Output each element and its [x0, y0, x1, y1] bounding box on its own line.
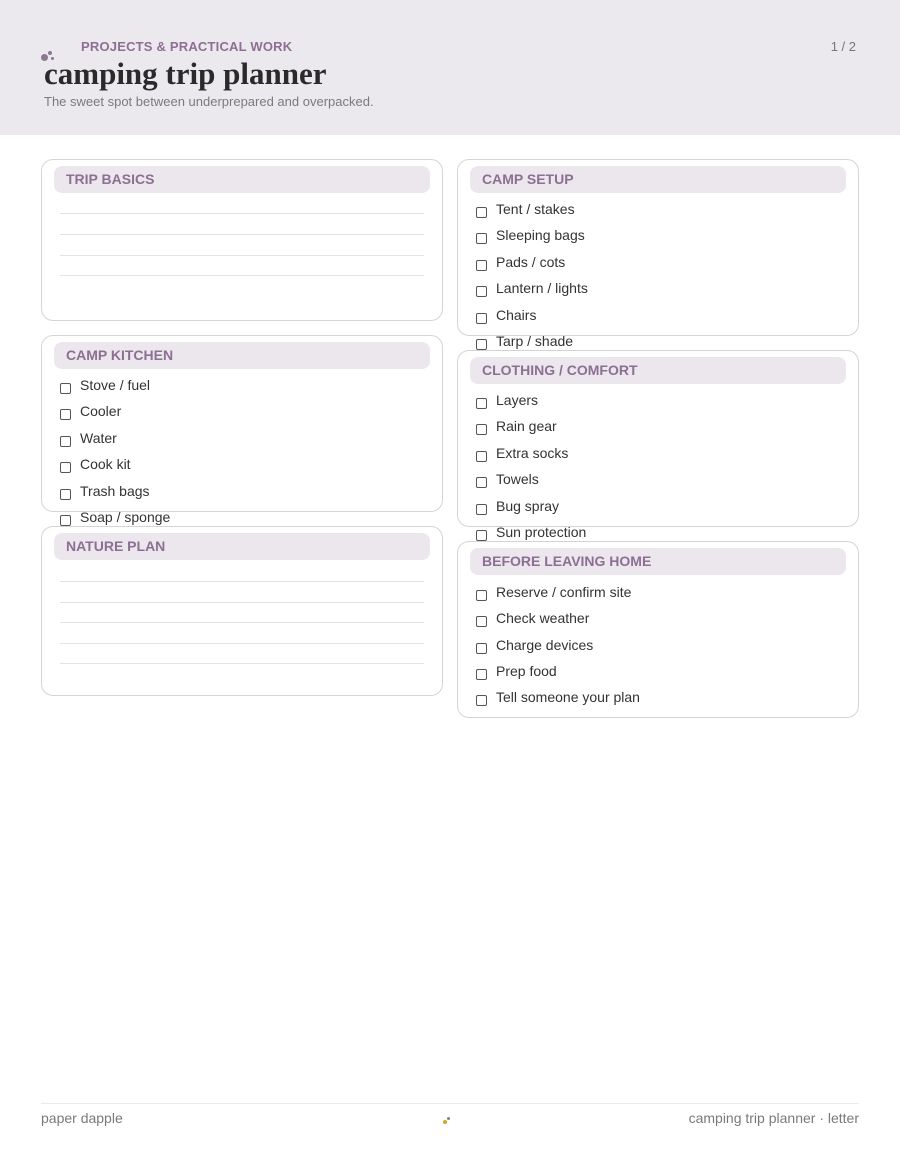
- checklist-item-label: Towels: [496, 471, 539, 487]
- checklist-item-label: Pads / cots: [496, 254, 566, 270]
- trip-basics-heading: TRIP BASICS: [54, 166, 430, 193]
- camp-kitchen-heading: CAMP KITCHEN: [54, 342, 430, 369]
- checklist-item-label: Sun protection: [496, 524, 587, 540]
- clothing-comfort-heading: CLOTHING / COMFORT: [470, 357, 846, 384]
- category-label: PROJECTS & PRACTICAL WORK: [81, 39, 293, 54]
- checklist-item-label: Check weather: [496, 610, 590, 626]
- footer-divider: [41, 1103, 859, 1104]
- footer-dots-icon: [443, 1117, 451, 1125]
- page-title: camping trip planner: [44, 56, 327, 91]
- checklist-item-label: Prep food: [496, 663, 557, 679]
- checkbox[interactable]: [60, 436, 71, 447]
- checkbox[interactable]: [476, 530, 487, 541]
- checklist-item-label: Sleeping bags: [496, 227, 585, 243]
- checklist-item-label: Extra socks: [496, 445, 569, 461]
- writing-line[interactable]: [60, 213, 424, 214]
- checkbox[interactable]: [476, 260, 487, 271]
- checkbox[interactable]: [60, 489, 71, 500]
- checkbox[interactable]: [476, 398, 487, 409]
- checklist-item-label: Chairs: [496, 307, 537, 323]
- clothing-comfort-card: [457, 350, 859, 540]
- checklist-item-label: Soap / sponge: [80, 509, 171, 525]
- checkbox[interactable]: [476, 286, 487, 297]
- checkbox[interactable]: [476, 313, 487, 324]
- before-leaving-heading: BEFORE LEAVING HOME: [470, 548, 846, 575]
- camp-setup-card: [457, 159, 859, 349]
- checklist-item-label: Lantern / lights: [496, 280, 588, 296]
- trip-basics-card: [41, 159, 443, 321]
- checklist-item-label: Cook kit: [80, 456, 131, 472]
- checklist-item-label: Charge devices: [496, 637, 594, 653]
- checklist-item-label: Bug spray: [496, 498, 560, 514]
- checkbox[interactable]: [476, 451, 487, 462]
- writing-line[interactable]: [60, 622, 424, 623]
- checkbox[interactable]: [476, 207, 487, 218]
- writing-line[interactable]: [60, 643, 424, 644]
- checkbox[interactable]: [476, 590, 487, 601]
- checkbox[interactable]: [476, 616, 487, 627]
- checkbox[interactable]: [60, 462, 71, 473]
- checklist-item-label: Cooler: [80, 403, 122, 419]
- checklist-item-label: Tell someone your plan: [496, 689, 640, 705]
- checkbox[interactable]: [476, 424, 487, 435]
- nature-plan-card: [41, 526, 443, 696]
- checkbox[interactable]: [476, 504, 487, 515]
- checkbox[interactable]: [476, 233, 487, 244]
- checkbox[interactable]: [476, 643, 487, 654]
- checkbox[interactable]: [476, 669, 487, 680]
- page-number: 1 / 2: [830, 39, 856, 54]
- writing-line[interactable]: [60, 602, 424, 603]
- camp-setup-heading: CAMP SETUP: [470, 166, 846, 193]
- checklist-item-label: Stove / fuel: [80, 377, 151, 393]
- checklist-item-label: Water: [80, 430, 117, 446]
- writing-line[interactable]: [60, 255, 424, 256]
- nature-plan-heading: NATURE PLAN: [54, 533, 430, 560]
- page-subtitle: The sweet spot between underprepared and overpacked.: [44, 94, 374, 109]
- checkbox[interactable]: [476, 695, 487, 706]
- writing-line[interactable]: [60, 581, 424, 582]
- before-leaving-card: [457, 541, 859, 718]
- checklist-item-label: Layers: [496, 392, 539, 408]
- checkbox[interactable]: [476, 339, 487, 350]
- writing-line[interactable]: [60, 663, 424, 664]
- checkbox[interactable]: [476, 477, 487, 488]
- checklist-item-label: Tent / stakes: [496, 201, 575, 217]
- checkbox[interactable]: [60, 409, 71, 420]
- checkbox[interactable]: [60, 515, 71, 526]
- camp-kitchen-card: [41, 335, 443, 525]
- footer-doc-label: camping trip planner · letter: [688, 1110, 859, 1126]
- footer-brand: paper dapple: [41, 1110, 123, 1126]
- checklist-item-label: Trash bags: [80, 483, 150, 499]
- checkbox[interactable]: [60, 383, 71, 394]
- checklist-item-label: Tarp / shade: [496, 333, 574, 349]
- checklist-item-label: Reserve / confirm site: [496, 584, 632, 600]
- page-header: [0, 0, 900, 135]
- writing-line[interactable]: [60, 275, 424, 276]
- checklist-item-label: Rain gear: [496, 418, 557, 434]
- writing-line[interactable]: [60, 234, 424, 235]
